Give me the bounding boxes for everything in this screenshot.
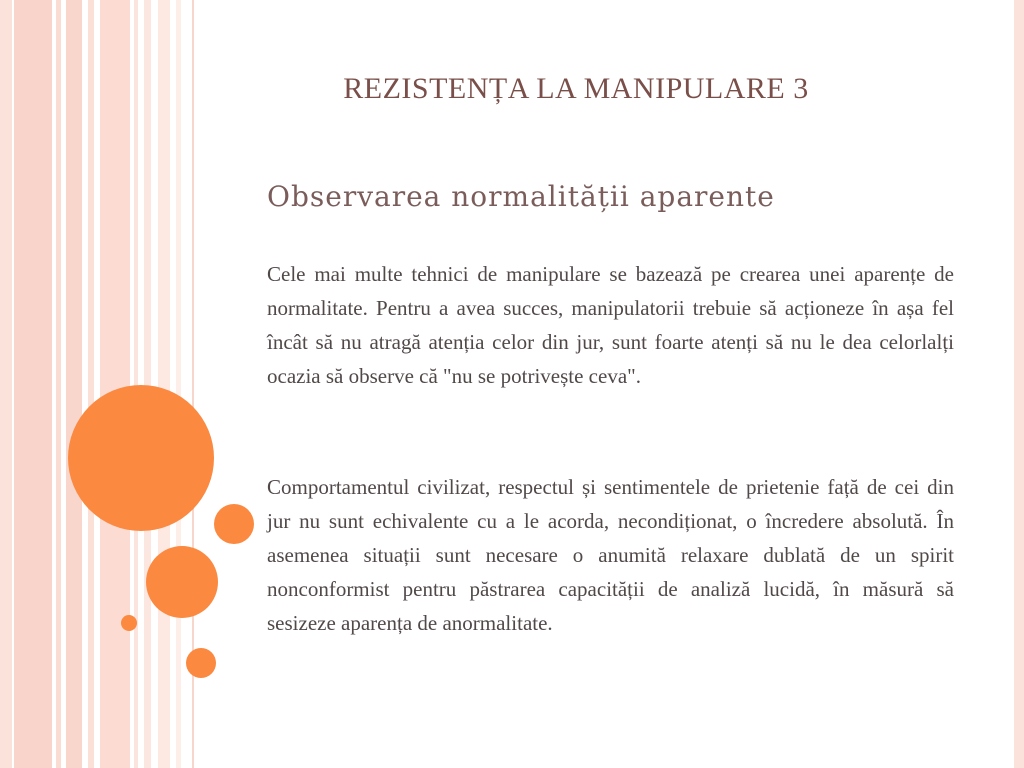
decorative-circle <box>146 546 218 618</box>
paragraph-3: În asemenea situații sunt necesare o anumită relaxare dublată de un spirit nonconformist pentru păstrarea capacității de analiză lucidă, în măsură să sesizeze aparența de anormalitate. <box>267 509 954 635</box>
paragraph-2: Comportamentul civilizat, respectul și sentimentele de prietenie față de cei din jur nu sunt echivalente cu a le acorda, necondiționat, o încredere absolută. <box>267 475 954 533</box>
decorative-circle-large <box>68 385 214 531</box>
decorative-stripe <box>56 0 61 768</box>
decorative-circle <box>186 648 216 678</box>
slide-title: REZISTENȚA LA MANIPULARE 3 <box>343 72 809 105</box>
decorative-stripe <box>88 0 94 768</box>
paragraph-1: Cele mai multe tehnici de manipulare se bazează pe crearea unei aparențe de normalitate. Pentru a avea succes, manipulatorii trebuie să acționeze în așa fel încât să nu atragă atenția celor din jur, sunt foarte atenți să nu le dea celorlalți ocazia să observe că "nu se potrivește ceva". <box>267 262 954 388</box>
decorative-stripe <box>0 0 12 768</box>
slide-subtitle: Observarea normalității aparente <box>267 180 775 213</box>
decorative-circle <box>121 615 137 631</box>
decorative-stripe <box>134 0 138 768</box>
decorative-stripe <box>100 0 130 768</box>
decorative-stripe <box>1014 0 1024 768</box>
paragraph-2-group <box>267 470 954 640</box>
decorative-stripe <box>158 0 170 768</box>
decorative-stripe <box>144 0 151 768</box>
decorative-stripe <box>176 0 181 768</box>
decorative-stripe <box>14 0 52 768</box>
decorative-stripe <box>66 0 82 768</box>
decorative-circle <box>214 504 254 544</box>
